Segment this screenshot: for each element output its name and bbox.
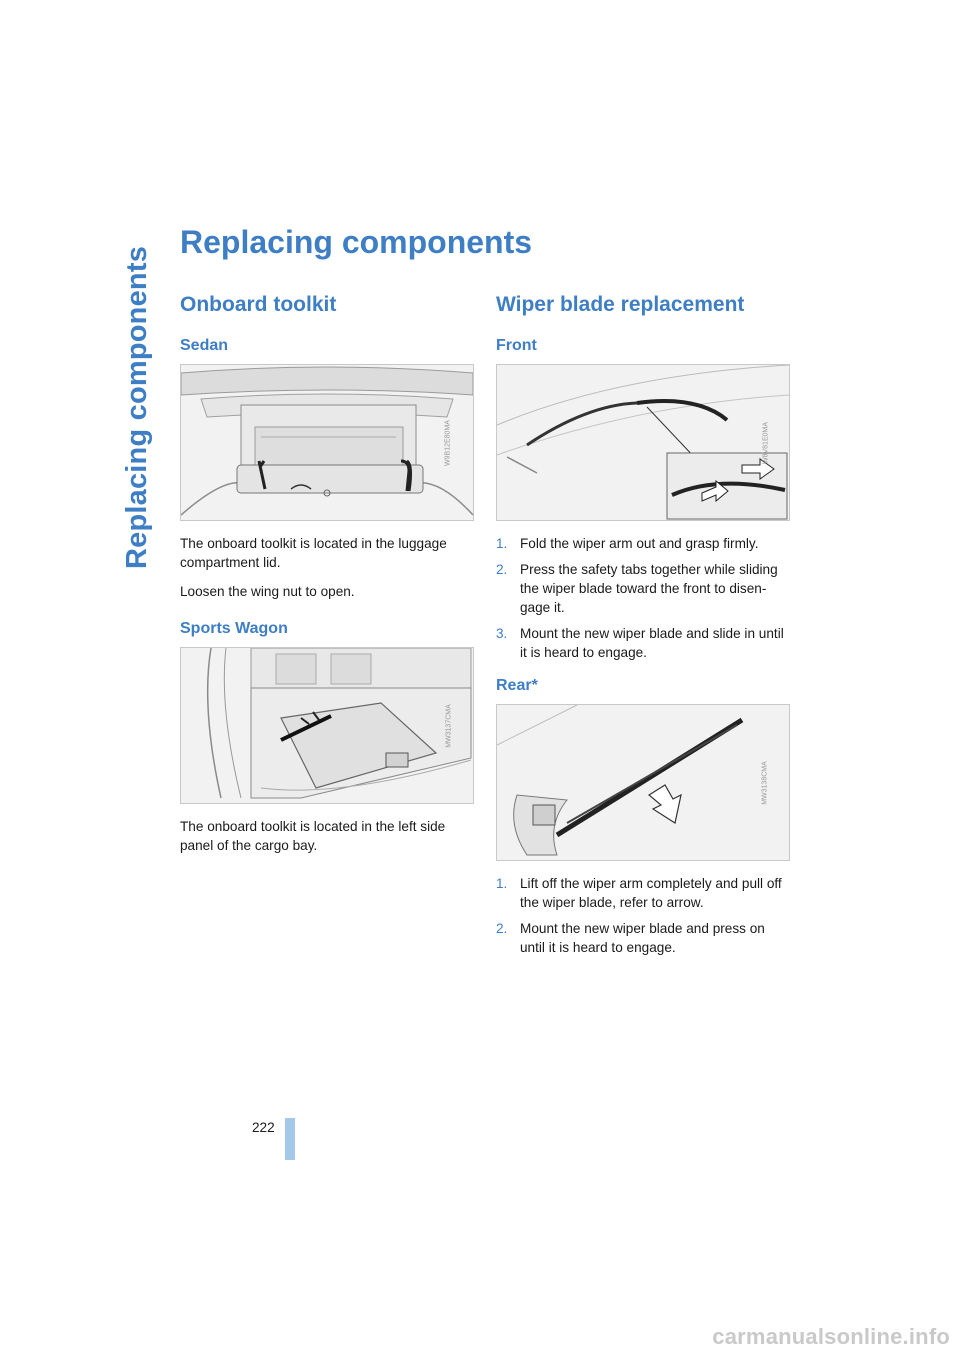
page-tab-bar xyxy=(285,1118,295,1160)
sedan-toolkit-illustration xyxy=(180,364,474,521)
step-number: 1. xyxy=(496,876,508,892)
rear-heading: Rear* xyxy=(496,677,538,695)
sports-wagon-heading: Sports Wagon xyxy=(180,620,288,638)
sedan-paragraph-2: Loosen the wing nut to open. xyxy=(180,584,355,600)
front-wiper-illustration xyxy=(496,364,790,521)
rear-steps-list xyxy=(496,874,792,957)
page-number: 222 xyxy=(252,1120,275,1135)
list-item xyxy=(496,919,792,957)
step-text: Lift off the wiper arm completely and pull off the wiper blade, refer to arrow. xyxy=(520,876,782,911)
side-chapter-title-text: Replacing components xyxy=(121,245,154,569)
step-number: 2. xyxy=(496,921,508,937)
step-text: Mount the new wiper blade and slide in until it is heard to engage. xyxy=(520,626,784,661)
page-title: Replacing components xyxy=(180,224,533,260)
right-column xyxy=(496,292,792,969)
list-item xyxy=(496,624,792,662)
step-text: Mount the new wiper blade and press on until it is heard to engage. xyxy=(520,921,765,956)
step-text: Fold the wiper arm out and grasp firmly. xyxy=(520,536,759,552)
list-item xyxy=(496,534,792,553)
wiper-blade-replacement-heading: Wiper blade replacement xyxy=(496,293,745,316)
list-item xyxy=(496,874,792,912)
front-heading: Front xyxy=(496,337,537,355)
sedan-figure-code: W9B12E80MA xyxy=(444,419,452,466)
front-steps-list xyxy=(496,534,792,662)
side-chapter-title xyxy=(114,232,162,582)
wagon-figure-code: MW3137CMA xyxy=(445,703,453,748)
step-number: 2. xyxy=(496,562,508,578)
rear-figure-code: MW3138CMA xyxy=(761,760,769,805)
front-figure-code: W8V81E0MA xyxy=(762,421,770,464)
wagon-toolkit-illustration xyxy=(180,647,474,804)
step-number: 1. xyxy=(496,536,508,552)
sedan-heading: Sedan xyxy=(180,337,229,355)
wagon-paragraph-1: The onboard toolkit is located in the left side panel of the cargo bay. xyxy=(180,819,446,854)
rear-wiper-illustration xyxy=(496,704,790,861)
step-number: 3. xyxy=(496,626,508,642)
left-column xyxy=(180,292,476,865)
footer-watermark: carmanualsonline.info xyxy=(712,1324,950,1349)
sedan-paragraph-1: The onboard toolkit is located in the luggage compartment lid. xyxy=(180,536,447,571)
list-item xyxy=(496,560,792,617)
step-text: Press the safety tabs together while sliding the wiper blade toward the front to disengage it. xyxy=(520,562,778,616)
onboard-toolkit-heading: Onboard toolkit xyxy=(180,293,337,316)
